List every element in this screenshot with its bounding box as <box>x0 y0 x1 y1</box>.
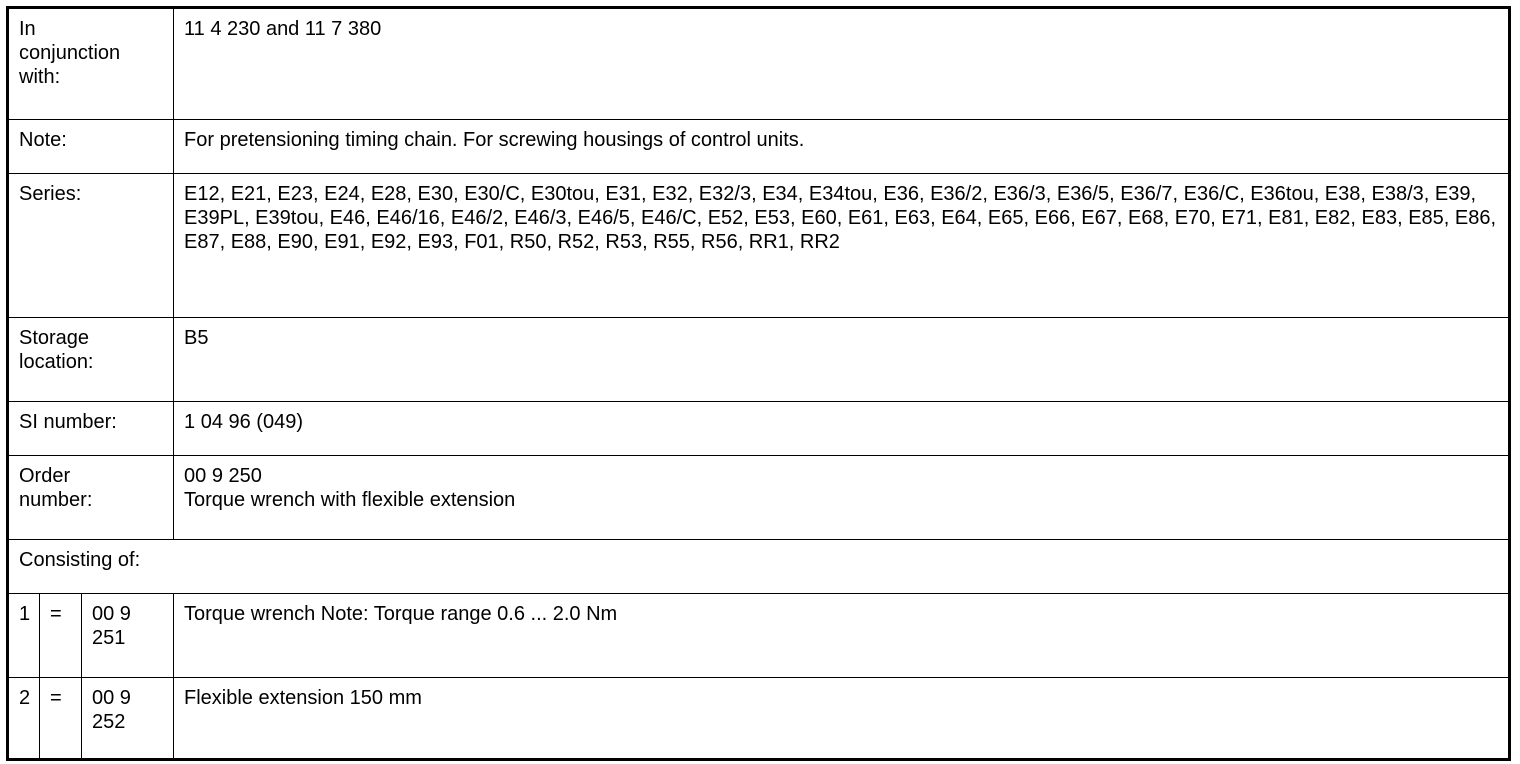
label-order <box>8 456 174 540</box>
value-si-number: 1 04 96 (049) <box>174 402 1510 456</box>
value-order <box>174 456 1510 540</box>
label-storage-text: Storage location: <box>19 327 94 373</box>
component-description: Flexible extension 150 mm <box>174 678 1510 760</box>
label-si-number: SI number: <box>8 402 174 456</box>
row-note <box>8 120 1510 174</box>
table-row <box>8 594 1510 678</box>
component-description: Torque wrench Note: Torque range 0.6 ... 2.0 Nm <box>174 594 1510 678</box>
order-description: Torque wrench with flexible extension <box>184 489 516 511</box>
label-conjunction <box>8 8 174 120</box>
value-series <box>174 174 1510 318</box>
label-order-text: Order number: <box>19 465 93 511</box>
row-storage <box>8 318 1510 402</box>
value-note: For pretensioning timing chain. For screwing housings of control units. <box>174 120 1510 174</box>
label-conjunction-text: In conjunction with: <box>19 18 121 88</box>
component-code: 00 9 252 <box>82 678 174 760</box>
component-equals: = <box>40 678 82 760</box>
value-storage: B5 <box>174 318 1510 402</box>
special-tool-table <box>6 6 1511 761</box>
row-consisting-of <box>8 540 1510 594</box>
row-series <box>8 174 1510 318</box>
order-number: 00 9 250 <box>184 465 262 487</box>
label-note: Note: <box>8 120 174 174</box>
row-si-number <box>8 402 1510 456</box>
row-conjunction <box>8 8 1510 120</box>
component-index: 2 <box>8 678 40 760</box>
label-series: Series: <box>8 174 174 318</box>
component-code: 00 9 251 <box>82 594 174 678</box>
spec-sheet <box>6 6 1508 758</box>
component-equals: = <box>40 594 82 678</box>
row-order <box>8 456 1510 540</box>
label-consisting-of: Consisting of: <box>8 540 1510 594</box>
table-row <box>8 678 1510 760</box>
series-list: E12, E21, E23, E24, E28, E30, E30/C, E30tou, E31, E32, E32/3, E34, E34tou, E36, E36/2, E36/3, E36/5, E36/7, E36/C, E36tou, E38, E38/3, E39, E39PL, E39tou, E46, E46/16, E46/2, E46/3, E46/5, E46/C, E52, E53, E60, E61, E63, E64, E65, E66, E67, E68, E70, E71, E81, E82, E83, E85, E86, E87, E88, E90, E91, E92, E93, F01, R50, R52, R53, R55, R56, RR1, RR2 <box>184 183 1497 253</box>
component-index: 1 <box>8 594 40 678</box>
value-conjunction: 11 4 230 and 11 7 380 <box>174 8 1510 120</box>
label-storage <box>8 318 174 402</box>
